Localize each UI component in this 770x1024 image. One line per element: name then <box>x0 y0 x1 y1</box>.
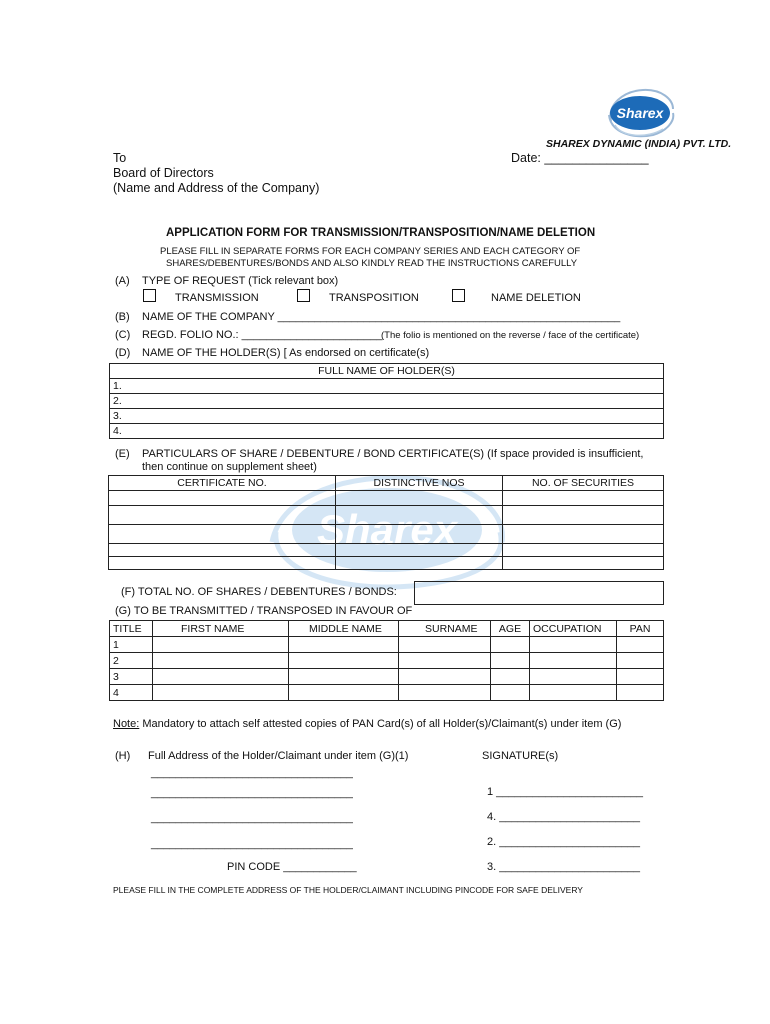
transferee-row-num: 1 <box>110 637 153 653</box>
holder-row-3[interactable]: 3. <box>110 409 664 424</box>
col-certificate-no: CERTIFICATE NO. <box>109 476 336 491</box>
transferee-cell[interactable] <box>617 637 664 653</box>
transmission-checkbox[interactable] <box>143 289 156 302</box>
cert-cell[interactable] <box>503 525 664 544</box>
signature-2[interactable]: 2. _______________________ <box>487 836 640 848</box>
transferee-cell[interactable] <box>491 685 530 701</box>
note-prefix: Note: <box>113 718 140 730</box>
transferee-row-num: 3 <box>110 669 153 685</box>
transferee-cell[interactable] <box>399 653 491 669</box>
transferee-cell[interactable] <box>289 637 399 653</box>
col-age: AGE <box>491 621 530 637</box>
cert-cell[interactable] <box>109 491 336 506</box>
section-a-letter: (A) <box>115 275 130 287</box>
holder-row-1[interactable]: 1. <box>110 379 664 394</box>
transferee-cell[interactable] <box>289 685 399 701</box>
cert-cell[interactable] <box>503 506 664 525</box>
section-e-letter: (E) <box>115 448 130 460</box>
section-d-letter: (D) <box>115 347 131 359</box>
cert-cell[interactable] <box>109 557 336 570</box>
cert-cell[interactable] <box>336 557 503 570</box>
cert-cell[interactable] <box>336 525 503 544</box>
address-line-4[interactable]: _________________________________ <box>151 838 353 850</box>
watermark-text: Sharex <box>316 506 458 553</box>
transposition-label: TRANSPOSITION <box>329 292 419 304</box>
cert-cell[interactable] <box>109 544 336 557</box>
col-surname: SURNAME <box>399 621 491 637</box>
section-h-label: Full Address of the Holder/Claimant under item (G)(1) <box>148 750 409 762</box>
sharex-logo <box>603 85 677 141</box>
section-e-label-line2: then continue on supplement sheet) <box>142 461 317 473</box>
form-title: APPLICATION FORM FOR TRANSMISSION/TRANSPOSITION/NAME DELETION <box>166 227 596 239</box>
col-distinctive-nos: DISTINCTIVE NOS <box>336 476 503 491</box>
cert-cell[interactable] <box>503 544 664 557</box>
date-field[interactable]: Date: _______________ <box>511 151 649 165</box>
signature-1[interactable]: 1 ________________________ <box>487 786 643 798</box>
col-occupation: OCCUPATION <box>530 621 617 637</box>
cert-cell[interactable] <box>336 544 503 557</box>
transferee-cell[interactable] <box>530 653 617 669</box>
cert-cell[interactable] <box>109 525 336 544</box>
signature-label: SIGNATURE(s) <box>482 750 559 762</box>
company-name-field[interactable]: NAME OF THE COMPANY ________________________________________________________ <box>142 311 621 323</box>
logo-text: Sharex <box>616 105 664 121</box>
transferee-table <box>109 620 664 701</box>
company-name: SHAREX DYNAMIC (INDIA) PVT. LTD. <box>546 138 732 150</box>
transferee-cell[interactable] <box>530 637 617 653</box>
section-b-letter: (B) <box>115 311 130 323</box>
transferee-cell[interactable] <box>491 637 530 653</box>
section-d-label: NAME OF THE HOLDER(S) [ As endorsed on certificate(s) <box>142 347 430 359</box>
signature-4[interactable]: 4. _______________________ <box>487 811 640 823</box>
transferee-cell[interactable] <box>153 669 289 685</box>
signature-3[interactable]: 3. _______________________ <box>487 861 640 873</box>
holder-row-2[interactable]: 2. <box>110 394 664 409</box>
address-line-2[interactable]: _________________________________ <box>151 787 353 799</box>
note-text: Mandatory to attach self attested copies of PAN Card(s) of all Holder(s)/Claimant(s) under item (G) <box>139 718 622 730</box>
holders-table-header: FULL NAME OF HOLDER(S) <box>110 364 664 379</box>
section-f-label: (F) TOTAL NO. OF SHARES / DEBENTURES / BONDS: <box>121 586 397 598</box>
transferee-cell[interactable] <box>399 685 491 701</box>
to-line: To <box>113 151 127 165</box>
transferee-cell[interactable] <box>617 669 664 685</box>
col-title: TITLE <box>110 621 153 637</box>
transferee-cell[interactable] <box>153 637 289 653</box>
transferee-cell[interactable] <box>153 653 289 669</box>
transferee-cell[interactable] <box>617 685 664 701</box>
folio-field[interactable]: REGD. FOLIO NO.: _______________________ <box>142 329 383 341</box>
name-deletion-checkbox[interactable] <box>452 289 465 302</box>
transferee-cell[interactable] <box>530 685 617 701</box>
name-deletion-label: NAME DELETION <box>491 292 581 304</box>
cert-cell[interactable] <box>503 557 664 570</box>
section-c-letter: (C) <box>115 329 131 341</box>
transferee-cell[interactable] <box>617 653 664 669</box>
address-line-3[interactable]: _________________________________ <box>151 812 353 824</box>
section-a-label: TYPE OF REQUEST (Tick relevant box) <box>142 275 339 287</box>
transferee-cell[interactable] <box>491 669 530 685</box>
instruction-line1: PLEASE FILL IN SEPARATE FORMS FOR EACH COMPANY SERIES AND EACH CATEGORY OF <box>160 246 581 257</box>
cert-cell[interactable] <box>336 491 503 506</box>
transferee-cell[interactable] <box>289 653 399 669</box>
transmission-label: TRANSMISSION <box>175 292 259 304</box>
transferee-cell[interactable] <box>530 669 617 685</box>
instruction-line2: SHARES/DEBENTURES/BONDS AND ALSO KINDLY READ THE INSTRUCTIONS CAREFULLY <box>166 258 578 269</box>
cert-cell[interactable] <box>503 491 664 506</box>
folio-note: (The folio is mentioned on the reverse / face of the certificate) <box>381 330 640 341</box>
section-h-letter: (H) <box>115 750 131 762</box>
transposition-checkbox[interactable] <box>297 289 310 302</box>
col-first-name: FIRST NAME <box>153 621 289 637</box>
transferee-row-num: 4 <box>110 685 153 701</box>
col-middle-name: MIDDLE NAME <box>289 621 399 637</box>
cert-cell[interactable] <box>336 506 503 525</box>
transferee-cell[interactable] <box>399 669 491 685</box>
holders-table <box>109 363 664 439</box>
cert-cell[interactable] <box>109 506 336 525</box>
transferee-cell[interactable] <box>491 653 530 669</box>
certificates-table <box>108 475 664 570</box>
transferee-row-num: 2 <box>110 653 153 669</box>
total-shares-field[interactable] <box>414 581 664 605</box>
col-pan: PAN <box>617 621 664 637</box>
transferee-cell[interactable] <box>399 637 491 653</box>
pin-code-field[interactable]: PIN CODE ____________ <box>227 861 357 873</box>
transferee-cell[interactable] <box>153 685 289 701</box>
address-line-1[interactable]: _________________________________ <box>151 767 353 779</box>
board-line: Board of Directors <box>113 166 214 180</box>
col-no-of-securities: NO. OF SECURITIES <box>503 476 664 491</box>
company-address-line: (Name and Address of the Company) <box>113 181 320 195</box>
footer-instruction: PLEASE FILL IN THE COMPLETE ADDRESS OF THE HOLDER/CLAIMANT INCLUDING PINCODE FOR SAFE DELIVERY <box>113 885 583 895</box>
section-e-label-line1: PARTICULARS OF SHARE / DEBENTURE / BOND CERTIFICATE(S) (If space provided is insufficient, <box>142 448 644 460</box>
holder-row-4[interactable]: 4. <box>110 424 664 439</box>
pan-note <box>113 718 621 730</box>
transferee-cell[interactable] <box>289 669 399 685</box>
section-g-label: (G) TO BE TRANSMITTED / TRANSPOSED IN FAVOUR OF <box>115 605 413 617</box>
